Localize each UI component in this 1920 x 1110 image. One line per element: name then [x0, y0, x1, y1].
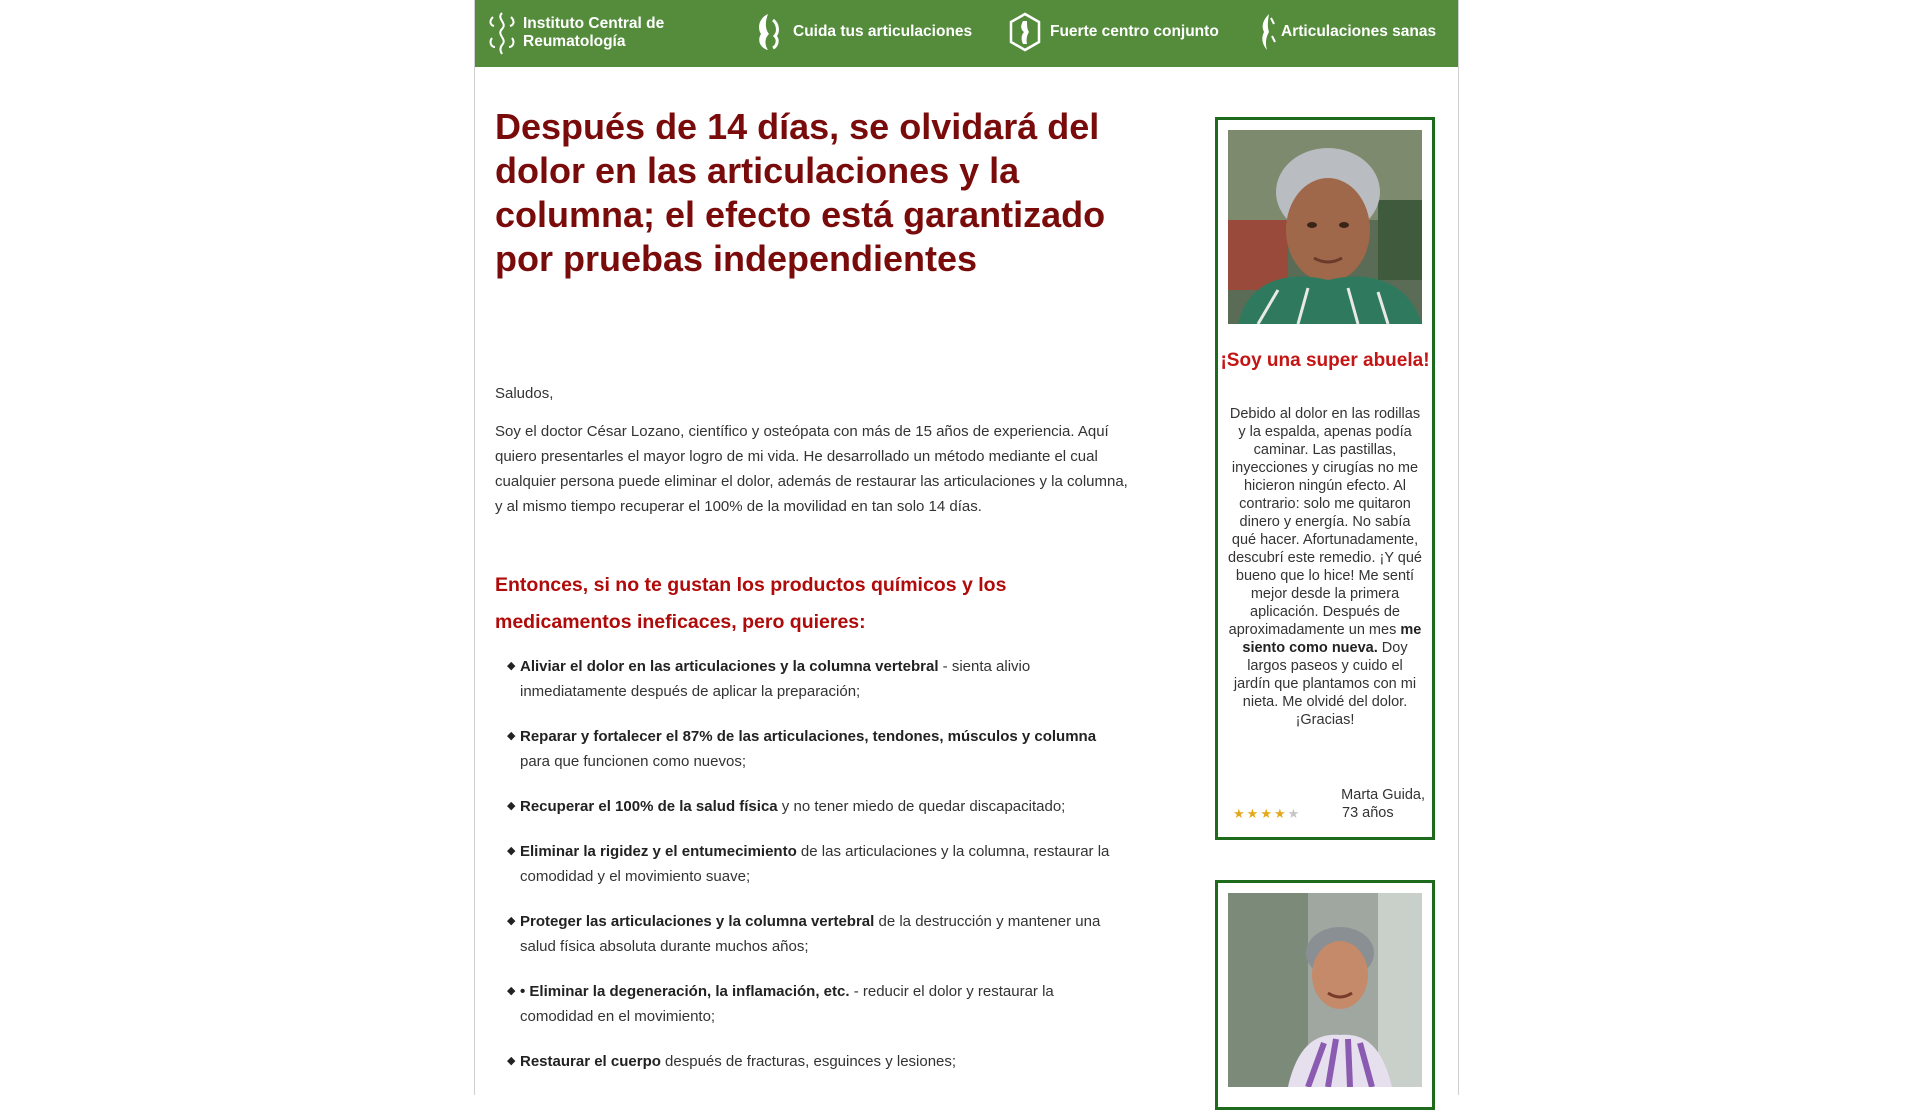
list-item	[495, 839, 1115, 889]
diamond-bullet-icon: ◆	[507, 845, 516, 857]
diamond-bullet-icon: ◆	[507, 985, 516, 997]
benefit-text: de la destrucción y mantener una salud física absoluta durante muchos años;	[520, 913, 1101, 955]
list-item	[495, 909, 1115, 959]
nav-item-cuida[interactable]	[751, 12, 972, 52]
leg-joint-icon	[1255, 12, 1277, 52]
list-item	[495, 724, 1115, 774]
hexagon-joint-icon	[1008, 12, 1042, 52]
star-empty-icon: ★	[1287, 806, 1302, 821]
star-filled-icon: ★	[1260, 806, 1274, 821]
testimonial-body	[1228, 405, 1422, 729]
testimonial-title: ¡Soy una super abuela!	[1220, 350, 1430, 371]
testimonial-author: Marta Guida,	[1341, 787, 1425, 803]
testimonial-body-start: Debido al dolor en las rodillas y la espalda, apenas podía caminar. Las pastillas, inyecciones y cirugías no me hicieron ningún efecto. Al contrario: solo me quitaron dinero y energía. No sabía qué hacer. Afortunadamente, descubrí este remedio. ¡Y qué bueno que lo hice! Me sentí mejor desde la primera aplicación. Después de aproximadamente un mes	[1228, 406, 1422, 638]
page-container	[474, 0, 1459, 1095]
testimonial-card-2	[1215, 880, 1435, 1110]
testimonial-body-end: Doy largos paseos y cuido el jardín que plantamos con mi nieta. Me olvidé del dolor. ¡Gracias!	[1233, 640, 1417, 728]
star-rating	[1233, 806, 1301, 822]
benefit-bold: Aliviar el dolor en las articulaciones y la columna vertebral	[520, 658, 939, 675]
nav-item-fuerte[interactable]	[1008, 12, 1219, 52]
nav-label-sanas: Articulaciones sanas	[1281, 23, 1437, 40]
logo-line-2: Reumatología	[523, 33, 626, 50]
benefit-text: - sienta alivio inmediatamente después de aplicar la preparación;	[520, 658, 1031, 700]
benefit-text: después de fracturas, esguinces y lesiones;	[660, 1053, 957, 1070]
testimonial-body-bold: me siento como nueva.	[1242, 622, 1422, 656]
benefit-text: para que funcionen como nuevos;	[520, 753, 746, 770]
article-headline: Después de 14 días, se olvidará del dolor en las articulaciones y la columna; el efecto está garantizado por pruebas independientes	[495, 106, 1106, 279]
intro-paragraph: Soy el doctor César Lozano, científico y osteópata con más de 15 años de experiencia. Aquí quiero presentarles el mayor logro de mi vida. He desarrollado un método mediante el cual cualquier persona puede eliminar el dolor, además de restaurar las articulaciones y la columna, y al mismo tiempo recuperar el 100% de la movilidad en tan solo 14 días.	[495, 423, 1128, 515]
testimonial-age: 73 años	[1342, 805, 1394, 821]
knee-joint-icon	[751, 12, 785, 52]
benefit-bold: Proteger las articulaciones y la columna vertebral	[520, 913, 875, 930]
spine-logo-icon	[487, 11, 517, 55]
diamond-bullet-icon: ◆	[507, 915, 516, 927]
benefits-subheading: Entonces, si no te gustan los productos químicos y los medicamentos ineficaces, pero quieres:	[495, 574, 1007, 633]
benefit-bold: Reparar y fortalecer el 87% de las articulaciones, tendones, músculos y columna	[520, 728, 1097, 745]
diamond-bullet-icon: ◆	[507, 660, 516, 672]
benefit-bold: Eliminar la rigidez y el entumecimiento	[520, 843, 797, 860]
nav-label-cuida: Cuida tus articulaciones	[793, 23, 973, 40]
article-main	[495, 105, 1128, 1070]
nav-label-fuerte: Fuerte centro conjunto	[1050, 23, 1219, 40]
star-filled-icon: ★	[1246, 806, 1261, 821]
list-item	[495, 1049, 1115, 1074]
benefits-list	[495, 654, 1115, 1094]
benefit-text: y no tener miedo de quedar discapacitado;	[777, 798, 1066, 815]
benefit-bold: Restaurar el cuerpo	[520, 1053, 661, 1070]
list-item	[495, 654, 1115, 704]
testimonial-card	[1215, 117, 1435, 840]
benefit-text: de las articulaciones y la columna, restaurar la comodidad y el movimiento suave;	[520, 843, 1110, 885]
site-logo[interactable]	[487, 10, 664, 56]
top-navigation-bar	[475, 0, 1458, 67]
benefit-bold: • Eliminar la degeneración, la inflamación, etc.	[520, 983, 850, 1000]
star-filled-icon: ★	[1233, 806, 1247, 821]
testimonial-photo-elderly-woman	[1228, 130, 1422, 324]
greeting-text: Saludos,	[495, 385, 554, 402]
nav-item-sanas[interactable]	[1255, 12, 1436, 52]
benefit-bold: Recuperar el 100% de la salud física	[520, 798, 778, 815]
diamond-bullet-icon: ◆	[507, 1055, 516, 1067]
list-item	[495, 794, 1115, 819]
list-item	[495, 979, 1115, 1029]
logo-line-1: Instituto Central de	[523, 15, 665, 32]
star-filled-icon: ★	[1273, 806, 1288, 821]
diamond-bullet-icon: ◆	[507, 730, 516, 742]
testimonial-photo-smiling-woman	[1228, 893, 1422, 1087]
diamond-bullet-icon: ◆	[507, 800, 516, 812]
benefit-text: - reducir el dolor y restaurar la comodidad en el movimiento;	[520, 983, 1054, 1025]
